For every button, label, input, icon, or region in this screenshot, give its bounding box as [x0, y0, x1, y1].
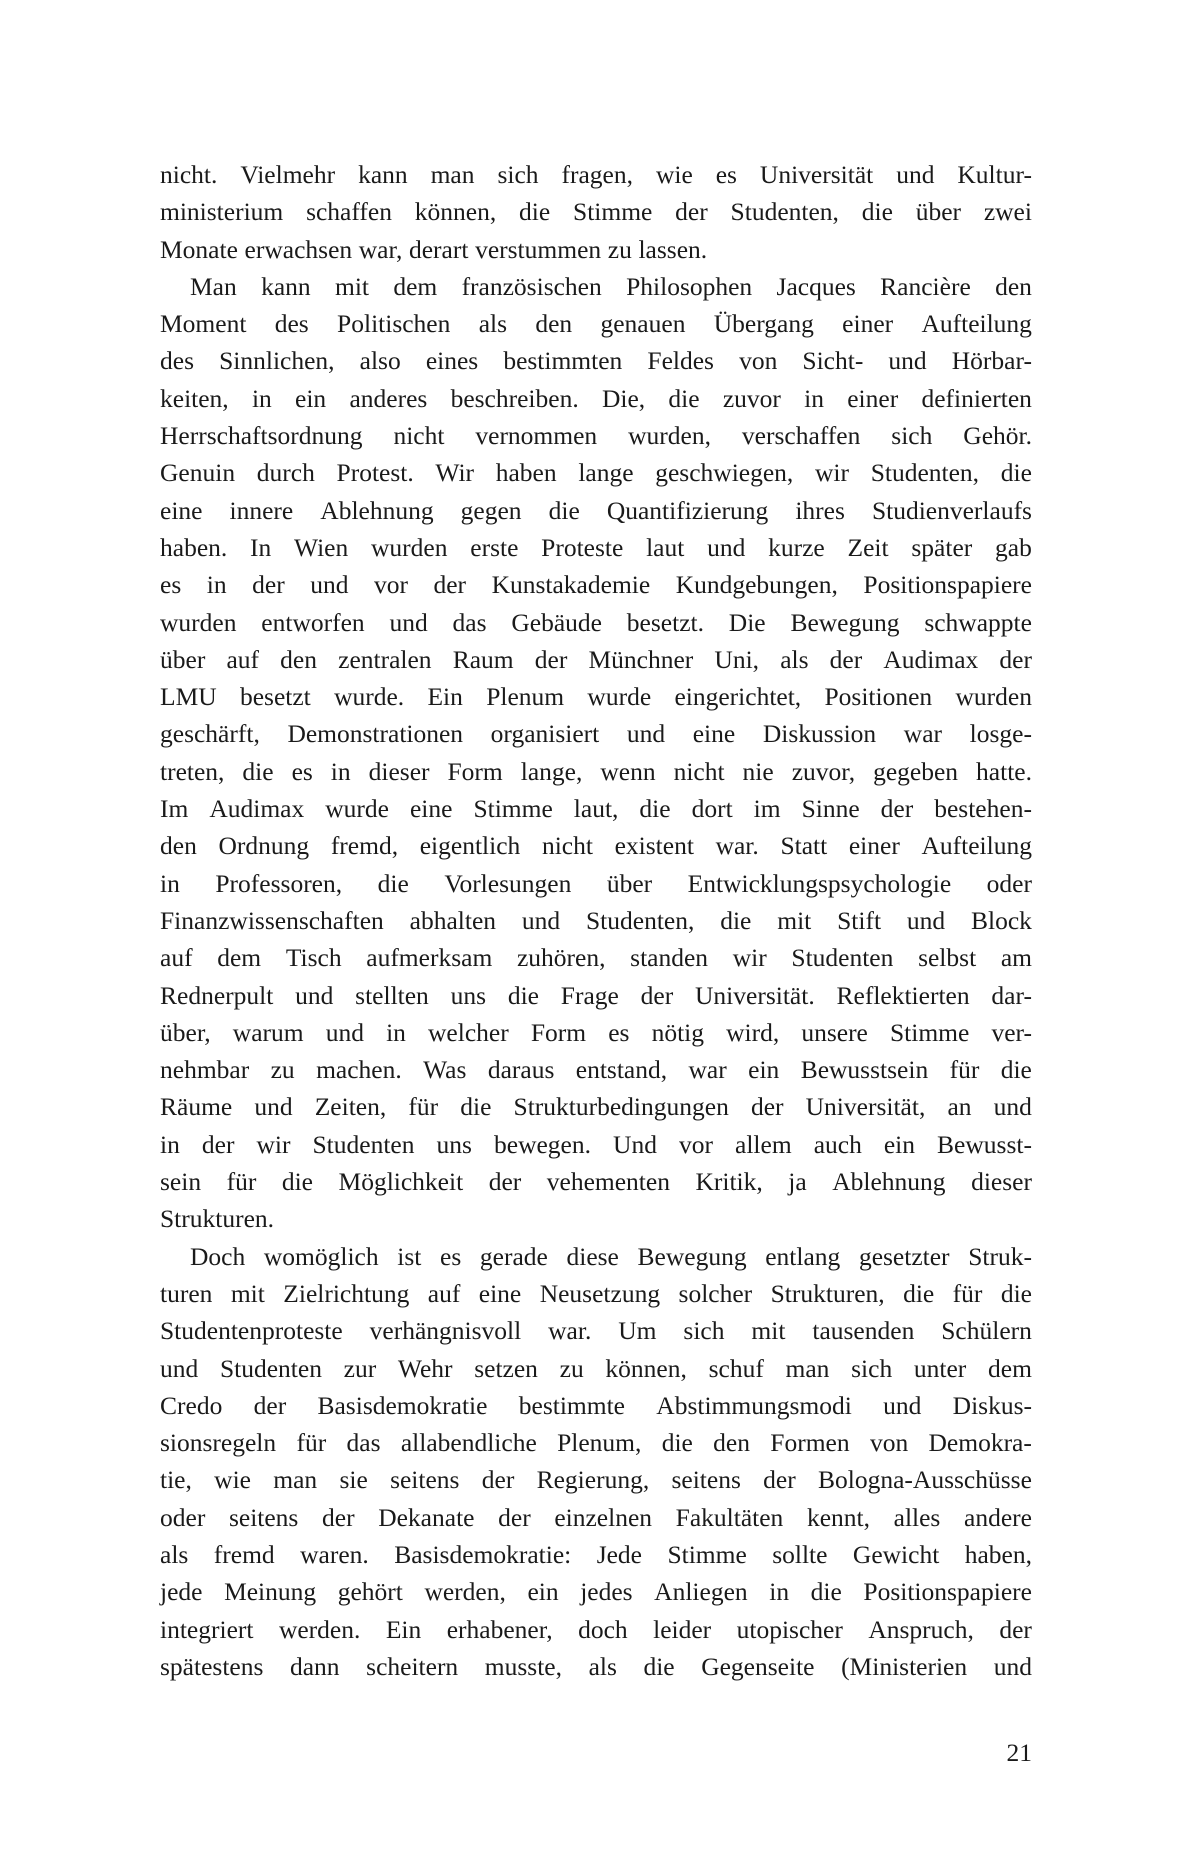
text-line: Genuin durch Protest. Wir haben lange geschwiegen, wir Studenten, die [160, 458, 1032, 488]
text-line: treten, die es in dieser Form lange, wenn nicht nie zuvor, gegeben hatte. [160, 756, 1032, 786]
text-line: spätestens dann scheitern musste, als die Gegenseite (Ministerien und [160, 1651, 1032, 1681]
text-line: Herrschaftsordnung nicht vernommen wurden, verschaffen sich Gehör. [160, 421, 1032, 451]
text-line: turen mit Zielrichtung auf eine Neusetzung solcher Strukturen, die für die [160, 1278, 1032, 1308]
paragraph [160, 268, 1032, 1238]
text-line: in der wir Studenten uns bewegen. Und vor allem auch ein Bewusst- [160, 1129, 1032, 1159]
text-line: Moment des Politischen als den genauen Übergang einer Aufteilung [160, 309, 1032, 339]
text-line: und Studenten zur Wehr setzen zu können, schuf man sich unter dem [160, 1353, 1032, 1383]
text-line: keiten, in ein anderes beschreiben. Die, die zuvor in einer definierten [160, 383, 1032, 413]
text-line: wurden entworfen und das Gebäude besetzt. Die Bewegung schwappte [160, 607, 1032, 637]
text-line: über auf den zentralen Raum der Münchner Uni, als der Audimax der [160, 644, 1032, 674]
text-line: des Sinnlichen, also eines bestimmten Feldes von Sicht- und Hörbar- [160, 346, 1032, 376]
text-line: sein für die Möglichkeit der vehementen Kritik, ja Ablehnung dieser [160, 1167, 1032, 1197]
text-line: geschärft, Demonstrationen organisiert und eine Diskussion war losge- [160, 719, 1032, 749]
text-line: Finanzwissenschaften abhalten und Studenten, die mit Stift und Block [160, 905, 1032, 935]
text-line: Monate erwachsen war, derart verstummen zu lassen. [160, 234, 708, 264]
text-line: nehmbar zu machen. Was daraus entstand, war ein Bewusstsein für die [160, 1055, 1032, 1085]
text-line: Strukturen. [160, 1204, 275, 1234]
text-line: oder seitens der Dekanate der einzelnen Fakultäten kennt, alles andere [160, 1502, 1032, 1532]
text-line: jede Meinung gehört werden, ein jedes Anliegen in die Positionspapiere [160, 1577, 1032, 1607]
text-line: auf dem Tisch aufmerksam zuhören, standen wir Studenten selbst am [160, 943, 1032, 973]
text-line: LMU besetzt wurde. Ein Plenum wurde eingerichtet, Positionen wurden [160, 682, 1032, 712]
paragraph [160, 1238, 1032, 1686]
text-line: ministerium schaffen können, die Stimme der Studenten, die über zwei [160, 197, 1032, 227]
text-line: sionsregeln für das allabendliche Plenum, die den Formen von Demokra- [160, 1428, 1032, 1458]
text-line: den Ordnung fremd, eigentlich nicht existent war. Statt einer Aufteilung [160, 831, 1032, 861]
text-line: Man kann mit dem französischen Philosophen Jacques Rancière den [190, 271, 1032, 301]
text-line: Doch womöglich ist es gerade diese Bewegung entlang gesetzter Struk- [190, 1241, 1032, 1271]
body-text [160, 156, 1032, 1685]
text-line: tie, wie man sie seitens der Regierung, seitens der Bologna-Ausschüsse [160, 1465, 1032, 1495]
text-line: es in der und vor der Kunstakademie Kundgebungen, Positionspapiere [160, 570, 1032, 600]
text-line: Rednerpult und stellten uns die Frage der Universität. Reflektierten dar- [160, 980, 1032, 1010]
text-line: integriert werden. Ein erhabener, doch leider utopischer Anspruch, der [160, 1614, 1032, 1644]
text-line: in Professoren, die Vorlesungen über Entwicklungspsychologie oder [160, 868, 1032, 898]
text-line: als fremd waren. Basisdemokratie: Jede Stimme sollte Gewicht haben, [160, 1539, 1032, 1569]
page-number: 21 [1006, 1738, 1032, 1767]
text-line: Studentenproteste verhängnisvoll war. Um sich mit tausenden Schülern [160, 1316, 1032, 1346]
paragraph [160, 156, 1032, 268]
text-line: Räume und Zeiten, für die Strukturbedingungen der Universität, an und [160, 1092, 1032, 1122]
text-line: Credo der Basisdemokratie bestimmte Abstimmungsmodi und Diskus- [160, 1390, 1032, 1420]
text-line: eine innere Ablehnung gegen die Quantifizierung ihres Studienverlaufs [160, 495, 1032, 525]
text-line: haben. In Wien wurden erste Proteste laut und kurze Zeit später gab [160, 532, 1032, 562]
text-line: über, warum und in welcher Form es nötig wird, unsere Stimme ver- [160, 1017, 1032, 1047]
text-line: nicht. Vielmehr kann man sich fragen, wie es Universität und Kultur- [160, 160, 1032, 189]
text-line: Im Audimax wurde eine Stimme laut, die dort im Sinne der bestehen- [160, 794, 1032, 824]
